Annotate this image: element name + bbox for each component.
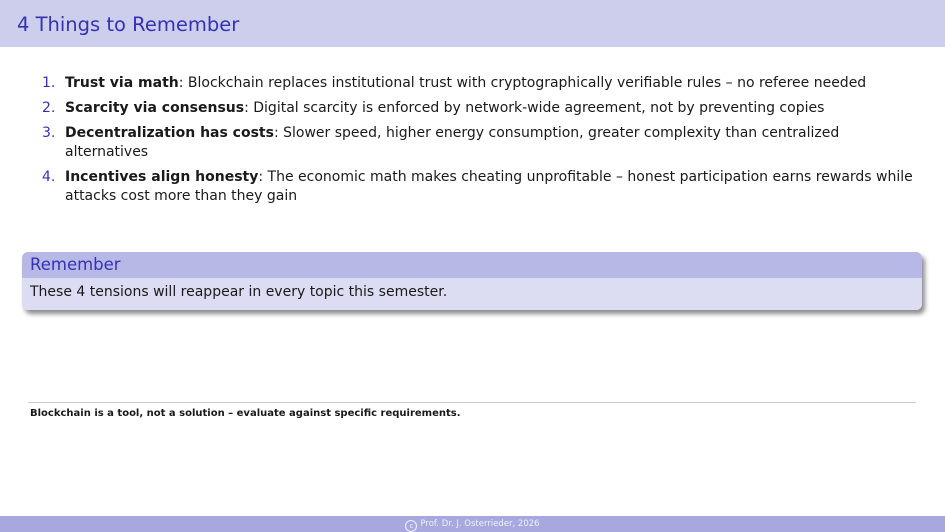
title-bar (0, 0, 945, 47)
item-text: : Digital scarcity is enforced by network-wide agreement, not by preventing copies (244, 100, 825, 116)
item-text: : Slower speed, higher energy consumption, greater complexity than centralized alternatives (65, 125, 840, 160)
list-item (42, 99, 922, 118)
footer-text: Prof. Dr. J. Osterrieder, 2026 (420, 519, 540, 529)
item-text: : The economic math makes cheating unprofitable – honest participation earns rewards while attacks cost more than they gain (65, 169, 913, 204)
remember-block (22, 252, 922, 310)
item-lead: Decentralization has costs (65, 125, 274, 141)
item-number: 1. (42, 75, 56, 91)
item-text: : Blockchain replaces institutional trust with cryptographically verifiable rules – no referee needed (178, 75, 867, 91)
item-lead: Trust via math (65, 75, 179, 91)
list-item (42, 124, 922, 162)
key-points-list (42, 74, 922, 212)
list-item (42, 74, 922, 93)
copyright-icon: c (405, 520, 417, 532)
slide-title: 4 Things to Remember (17, 13, 240, 36)
item-number: 4. (42, 169, 56, 185)
item-lead: Incentives align honesty (65, 169, 259, 185)
item-number: 2. (42, 100, 56, 116)
item-lead: Scarcity via consensus (65, 100, 245, 116)
item-number: 3. (42, 125, 56, 141)
footer (0, 516, 945, 532)
remember-block-title: Remember (22, 252, 922, 278)
takeaway-note: Blockchain is a tool, not a solution – evaluate against specific requirements. (30, 408, 461, 419)
remember-block-body: These 4 tensions will reappear in every topic this semester. (22, 278, 922, 310)
list-item (42, 168, 922, 206)
divider (28, 402, 916, 403)
